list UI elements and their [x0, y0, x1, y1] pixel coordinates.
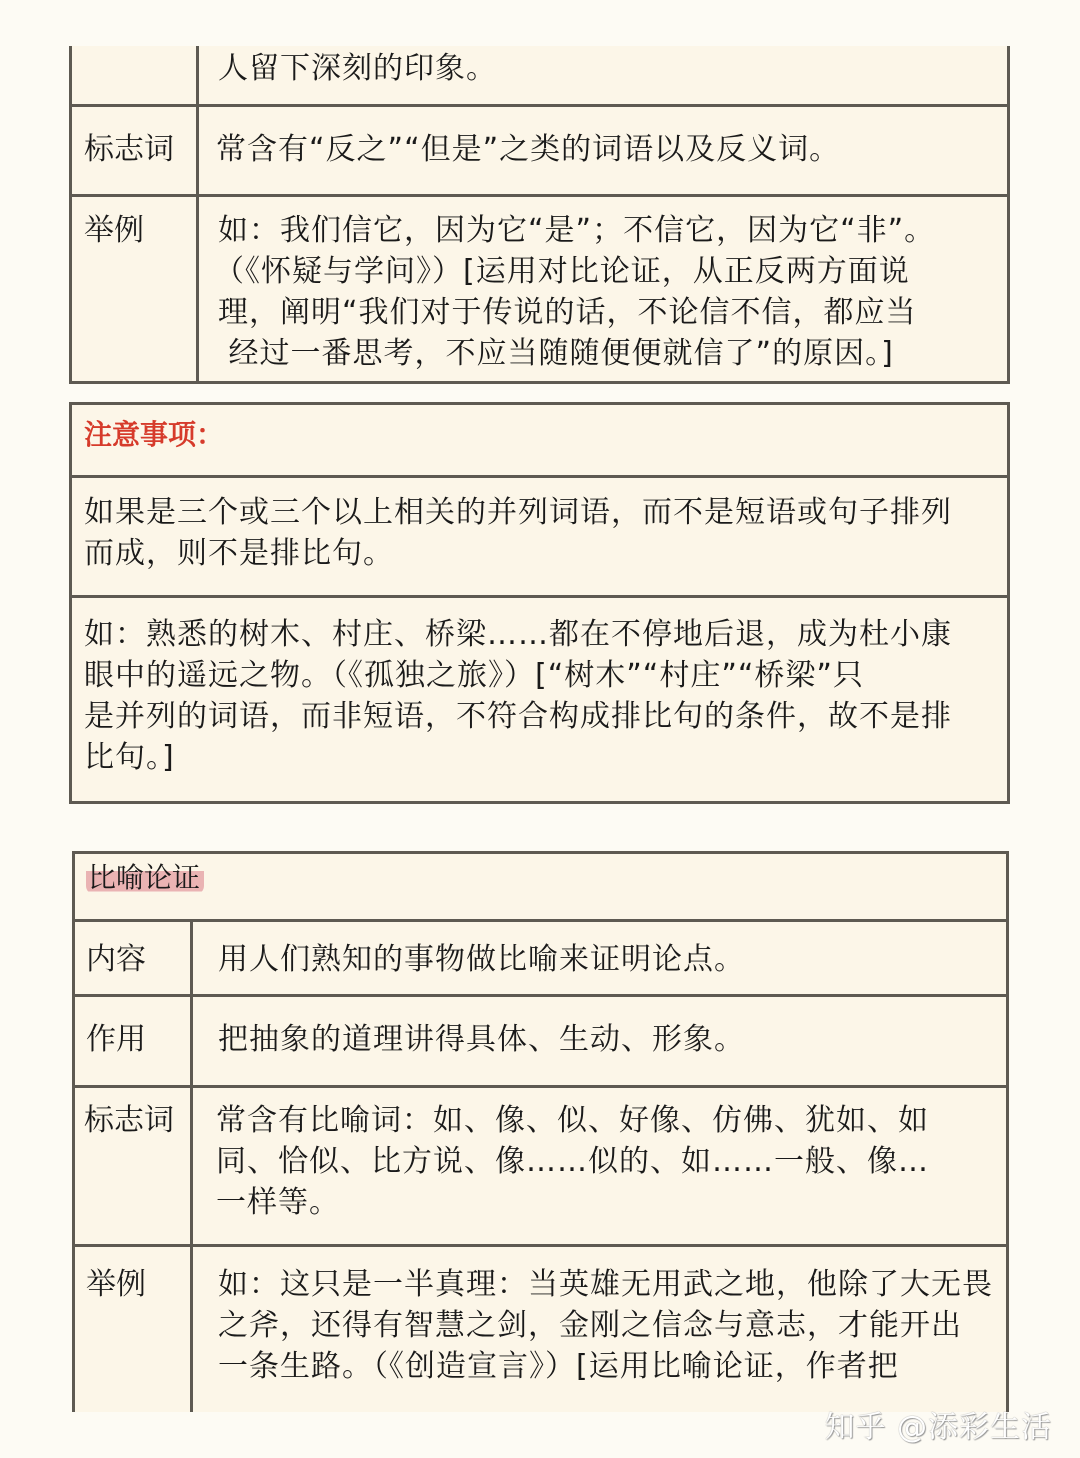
table1-left-border	[69, 46, 72, 383]
notes-row-divider	[69, 475, 1010, 478]
notes-top-border	[69, 402, 1010, 405]
table2-top-border	[72, 851, 1009, 854]
table1-right-border	[1007, 46, 1010, 383]
table2-row1-content: 把抽象的道理讲得具体、生动、形象。	[218, 1022, 745, 1057]
notes-paragraph2-line: 比句。]	[84, 740, 175, 775]
notes-paragraph1-line: 而成，则不是排比句。	[84, 536, 394, 571]
table2-title	[86, 857, 204, 898]
table2-left-border	[72, 851, 75, 1412]
table2-row0-content: 用人们熟知的事物做比喻来证明论点。	[218, 942, 745, 977]
table2-row2-label: 标志词	[84, 1103, 174, 1138]
table2-row0-label: 内容	[86, 942, 146, 977]
table2-row2-line: 一样等。	[216, 1185, 340, 1220]
table2-row3-line: 一条生路。（《创造宣言》）[运用比喻论证，作者把	[218, 1349, 899, 1384]
notes-paragraph2-line: 如：熟悉的树木、村庄、桥梁……都在不停地后退，成为杜小康	[84, 617, 952, 652]
table1-row2-line: 理，阐明“我们对于传说的话，不论信不信，都应当	[218, 295, 917, 330]
notes-paragraph1-line: 如果是三个或三个以上相关的并列词语，而不是短语或句子排列	[84, 495, 952, 530]
table2-row-divider	[72, 1085, 1009, 1088]
notes-bottom-border	[69, 801, 1010, 804]
table1-row1-label: 标志词	[84, 132, 174, 167]
notes-paragraph2-line: 眼中的遥远之物。（《孤独之旅》）[“树木”“村庄”“桥梁”只	[84, 658, 864, 693]
watermark: 知乎 @添彩生活	[824, 1410, 1052, 1445]
table2-row-divider	[72, 1244, 1009, 1247]
table1-row-divider	[69, 104, 1010, 107]
notes-box	[70, 403, 1010, 804]
notes-title: 注意事项：	[84, 418, 225, 451]
table1-row0-content: 人留下深刻的印象。	[218, 51, 497, 86]
table2-row2-line: 同、恰似、比方说、像……似的、如……一般、像…	[216, 1144, 929, 1179]
table2-title-highlight: 比喻论证	[86, 861, 204, 894]
table1-row2-line: （《怀疑与学问》）[运用对比论证，从正反两方面说	[214, 254, 910, 289]
table1-col-divider	[196, 46, 199, 383]
table2-row2-line: 常含有比喻词：如、像、似、好像、仿佛、犹如、如	[216, 1103, 929, 1138]
table2-row-divider	[72, 994, 1009, 997]
table1-bottom-border	[69, 381, 1010, 384]
table2-col-divider	[190, 919, 193, 1412]
table1-row1-content: 常含有“反之”“但是”之类的词语以及反义词。	[216, 132, 841, 167]
notes-row-divider	[69, 595, 1010, 598]
table2-row3-line: 如：这只是一半真理：当英雄无用武之地，他除了大无畏	[218, 1267, 993, 1302]
table2-row3-line: 之斧，还得有智慧之剑，金刚之信念与意志，才能开出	[218, 1308, 962, 1343]
table2-title-divider	[72, 919, 1009, 922]
notes-left-border	[69, 402, 72, 804]
notes-paragraph2-line: 是并列的词语，而非短语，不符合构成排比句的条件，故不是排	[84, 699, 952, 734]
table2-row3-label: 举例	[86, 1267, 146, 1302]
table1-row2-line: 经过一番思考，不应当随随便便就信了”的原因。]	[218, 336, 894, 371]
table1-row2-line: 如：我们信它，因为它“是”；不信它，因为它“非”。	[218, 213, 936, 248]
table2-row1-label: 作用	[86, 1022, 146, 1057]
notes-right-border	[1007, 402, 1010, 804]
table2-right-border	[1006, 851, 1009, 1412]
table1-row2-label: 举例	[84, 213, 144, 248]
table1-row-divider	[69, 194, 1010, 197]
